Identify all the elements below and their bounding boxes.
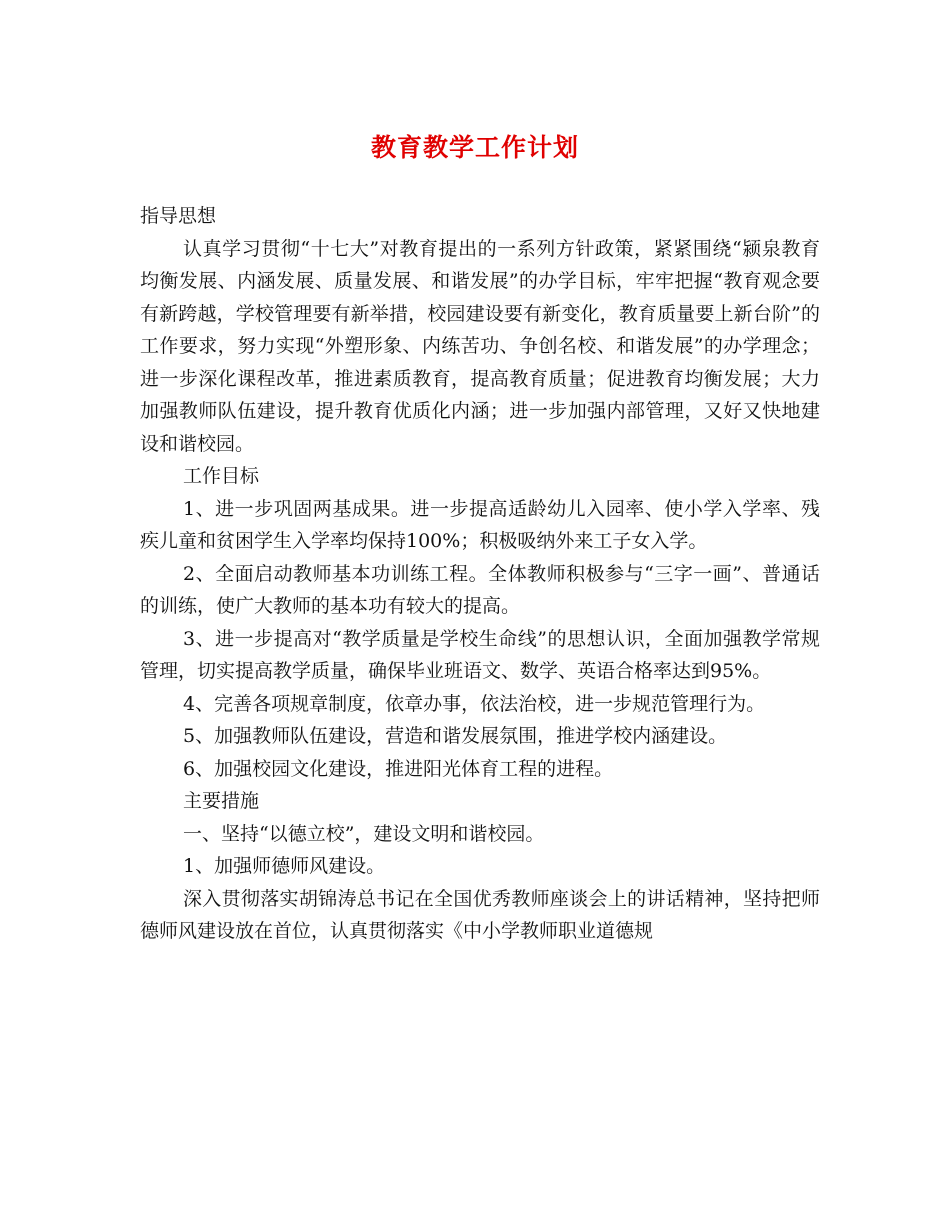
goal-item-1: 1、进一步巩固两基成果。进一步提高适龄幼儿入园率、使小学入学率、残疾儿童和贫困学生入学率均保持100%；积极吸纳外来工子女入学。 bbox=[140, 497, 820, 552]
section-heading-main-measures: 主要措施 bbox=[183, 790, 260, 812]
goal-item-2: 2、全面启动教师基本功训练工程。全体教师积极参与“三字一画”、普通话的训练，使广大教师的基本功有较大的提高。 bbox=[140, 562, 820, 617]
section-heading-work-goals: 工作目标 bbox=[183, 465, 260, 487]
goal-item-5: 5、加强教师队伍建设，营造和谐发展氛围，推进学校内涵建设。 bbox=[183, 725, 728, 747]
goal-item-4: 4、完善各项规章制度，依章办事，依法治校，进一步规范管理行为。 bbox=[183, 692, 766, 715]
document-body bbox=[140, 200, 820, 948]
document-title: 教育教学工作计划 bbox=[370, 133, 579, 162]
goal-item-6: 6、加强校园文化建设，推进阳光体育工程的进程。 bbox=[183, 757, 614, 780]
paragraph-teacher-ethics: 深入贯彻落实胡锦涛总书记在全国优秀教师座谈会上的讲话精神，坚持把师德师风建设放在首位，认真贯彻落实《中小学教师职业道德规 bbox=[140, 887, 820, 942]
paragraph-guiding-ideology: 认真学习贯彻“十七大”对教育提出的一系列方针政策，紧紧围绕“颍泉教育均衡发展、内涵发展、质量发展、和谐发展”的办学目标，牢牢把握“教育观念要有新跨越，学校管理要有新举措，校园建设要有新变化，教育质量要上新台阶”的工作要求，努力实现“外塑形象、内练苦功、争创名校、和谐发展”的办学理念；进一步深化课程改革，推进素质教育，提高教育质量；促进教育均衡发展；大力加强教师队伍建设，提升教育优质化内涵；进一步加强内部管理，又好又快地建设和谐校园。 bbox=[140, 237, 820, 455]
measure-heading-1: 一、坚持“以德立校”，建设文明和谐校园。 bbox=[183, 822, 545, 845]
goal-item-3: 3、进一步提高对“教学质量是学校生命线”的思想认识，全面加强教学常规管理，切实提高教学质量，确保毕业班语文、数学、英语合格率达到95%。 bbox=[140, 627, 820, 682]
measure-subheading-1: 1、加强师德师风建设。 bbox=[183, 855, 386, 877]
section-heading-guiding-ideology: 指导思想 bbox=[140, 205, 217, 227]
